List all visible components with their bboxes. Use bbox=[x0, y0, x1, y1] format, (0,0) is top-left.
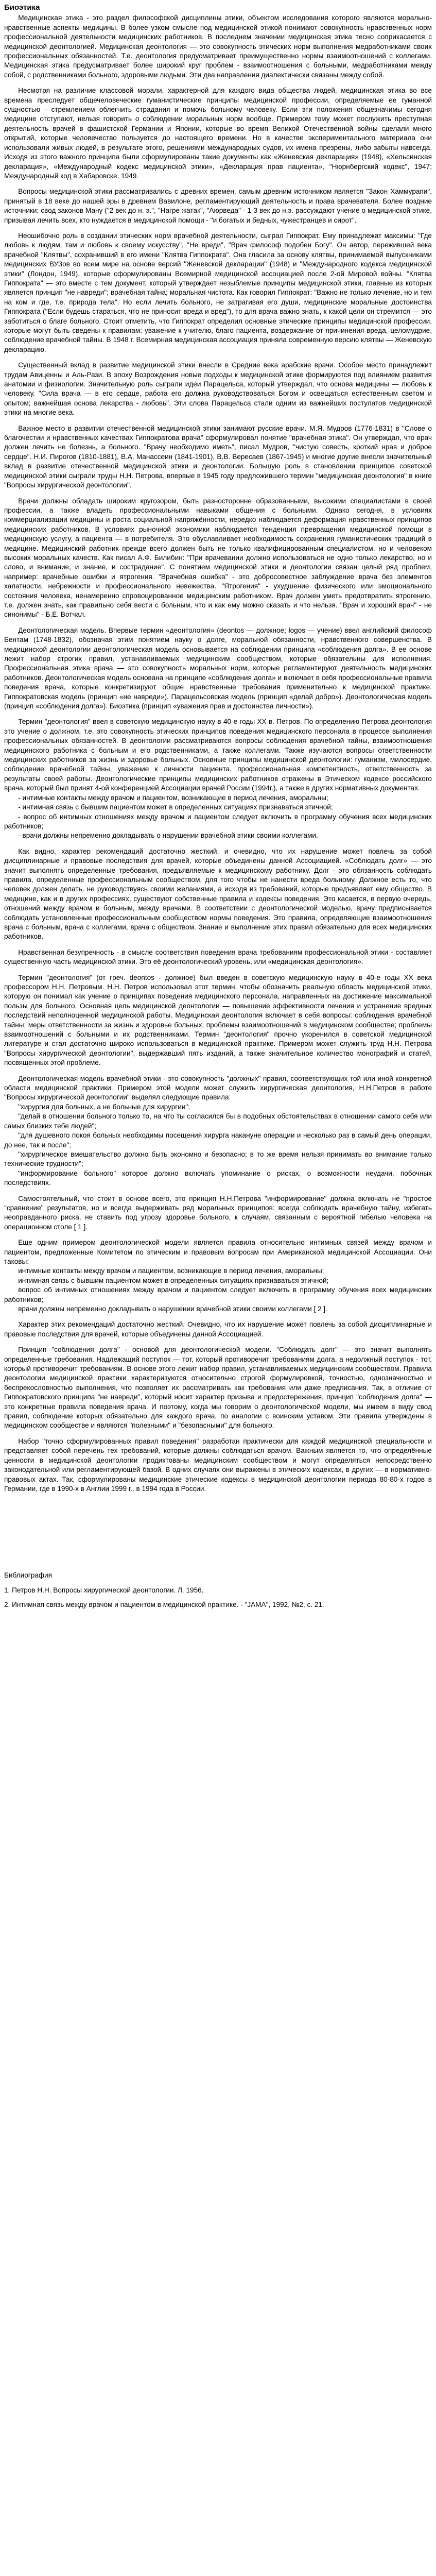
article-paragraph: Набор "точно сформулированных правил поведения" разработан практически для каждой медицинской специальности и представляет собой перечень тех требований, которые должны соблюдаться врачом. Важным является то, что определённые ценности в медицинской деонтологии продиктованы медицинским сообществом и могут определяться непосредственно законодательной или регламентирующей базой. В одних случаях они выражены в этических кодексах, в других — в нормативно-правовых актах. Так, сформулированы медицинские этические кодексы в медицинской деонтологии периода 80-80-х годов в Германии, где в 1990-х в Англии 1999 г., в 1994 года в России. bbox=[4, 1437, 432, 1493]
section-spacer bbox=[4, 1494, 432, 1571]
article-paragraph: - вопрос об интимных отношениях между врачом и пациентом следует включить в программу обучения всех медицинских работников; bbox=[4, 812, 432, 830]
article-paragraph: Термин "деонтология" ввел в советскую медицинскую науку в 40-е годы ХХ в. Петров. По определению Петрова деонтология это учение о должном, т.е. это совокупность этических принципов поведения медицинского персонала в процессе выполнения профессиональных обязанностей. В деонтологии рассматриваются вопросы соблюдения врачебной тайны, взаимоотношения медицинского работника с больным и его родственниками, а также коллегами. Также изучаются вопросы ответственности медицинских работников за жизнь и здоровье больных. Основные принципы медицинской деонтологии: гуманизм, милосердие, соблюдение врачебной тайны, уважение к личности пациента, профессиональная компетентность, ответственность за результаты своей работы. Деонтологические принципы медицинских работников отражены в Этическом кодексе российского врача, который был принят 4-ой конференцией Ассоциации врачей России (1994г.), а также в других нормативных документах. bbox=[4, 718, 432, 792]
article-paragraph: Самостоятельный, что стоит в основе всего, это принцип Н.Н.Петрова "информирование" должна включать не "простое "сравнение" результатов, но и всегда выдерживать ряд моральных принципов: всегда соблюдать врачебную тайну, избегать неоправданного риска, не ставить под угрозу здоровье больного, к случаям, связанным с вероятной гибелью человека на операционном столе [ 1 ]. bbox=[4, 1194, 432, 1231]
article-paragraph: - интимная связь с бывшим пациентом может в определенных ситуациях признаваться этичной; bbox=[18, 803, 333, 811]
article-paragraph: Нравственная безупречность - в смысле соответствия поведения врача требованиям профессиональной этики - составляет существенную часть медицинской этики. Это её деонтологический уровень, или «медицинская деонтология». bbox=[4, 948, 432, 966]
article-paragraph: Еще одним примером деонтологической модели является правила относительно интимных связей между врачом и пациентом, предложенные Комитетом по этическим и правовым вопросам при Американской медицинской Ассоциации. Они таковы: bbox=[4, 1239, 432, 1265]
bibliography-title: Библиография bbox=[4, 1571, 52, 1580]
article-paragraph: Термин "деонтология" (от греч. deontos - должное) был введен в советскую медицинскую науку в 40-е годы ХХ века профессором Н.Н. Петровым. Н.Н. Петров использовал этот термин, чтобы обозначить реальную область медицинской этики, которую он понимал как учение о принципах поведения медицинского персонала, направленных на достижение максимальной пользы для больного. Основная цель медицинской деонтологии — повышение эффективности лечения и устранение вредных последствий неполноценной медицинской работы. Медицинская деонтология включает в себя вопросы: соблюдения врачебной тайны; меры ответственности за жизнь и здоровье больных; проблемы взаимоотношений в медицинском сообществе; проблемы взаимоотношений с больными и их родственниками. Термин "деонтология" прочно укоренился в советской медицинской литературе и стал достаточно широко использоваться в медицинской практике. Примером может служить труд Н.Н. Петрова "Вопросы хирургической деонтологии", выдержавший пять изданий, а также значительное количество монографий и статей, посвященных этой проблеме. bbox=[4, 973, 432, 1067]
article-paragraph: - врачи должны непременно докладывать о нарушении врачебной этики своими коллегами. bbox=[18, 832, 318, 840]
article-paragraph: "хирургия для больных, а не больные для хирургии"; bbox=[18, 1103, 190, 1111]
article-paragraph: Как видно, характер рекомендаций достаточно жесткий, и очевидно, что их нарушение может повлечь за собой дисциплинарные и правовые последствия для врачей, которые объединены данной Ассоциацией. «Соблюдать долг» — это значит выполнять определенные требования, предъявляемые к медицинскому работнику. Долг - это обязанность соблюдать правила, определенные профессиональным сообществом, для того чтобы не нанести вреда больному. Должное есть то, что человек должен делать, не руководствуясь своими желаниями, а исходя из требований, которые предъявляет ему общество. В медицине, как и в других профессиях, существуют собственные правила и кодексы поведения. Это касается, в первую очередь, отношений между врачом и больным, между врачами. В соответствии с деонтологической моделью, врачу предписывается соблюдать установленные профессиональным сообществом нормы поведения. Это правила, определяющие взаимоотношения врача с больным, врача с коллегами, врача с обществом. Знание и выполнение этих правил обязательно для всех медицинских работников. bbox=[4, 847, 432, 941]
article-paragraph: "информирование больного" которое должно включать упоминание о рисках, о возможности неудачи, побочных последствиях. bbox=[4, 1169, 432, 1187]
article-paragraph: Медицинская этика - это раздел философской дисциплины этики, объектом исследования которого являются морально-нравственные аспекты медицины. В более узком смысле под медицинской этикой понимают совокупность нравственных норм профессиональной деятельности медицинских работников. В последнем значении медицинская этика тесно соприкасается с медицинской деонтологией. Медицинская деонтология — это совокупность этических норм выполнения медработниками своих профессиональных обязанностей. Т.е. деонтология предусматривает преимущественно нормы взаимоотношений с коллегами. Медицинская этика предусматривает более широкий круг проблем - взаимоотношения с больными, медработниками между собой, с родственниками больного, здоровыми людьми. Эти два направления диалектически связаны между собой. bbox=[4, 14, 432, 79]
article-paragraph: интимная связь с бывшим пациентом может в определенных ситуациях признаваться этичной; bbox=[18, 1276, 329, 1284]
article-paragraph: врачи должны непременно докладывать о нарушении врачебной этики своими коллегами [ 2 ]. bbox=[18, 1305, 327, 1313]
article-paragraph: "для душевного покоя больных необходимы посещения хирурга накануне операции и несколько раз в самый день операции, до нее, так и после"; bbox=[4, 1131, 432, 1149]
bibliography-item: 1. Петров Н.Н. Вопросы хирургической деонтологии. Л. 1956. bbox=[4, 1586, 204, 1594]
article-paragraph: вопрос об интимных отношениях между врачом и пациентом следует включить в программу обучения всех медицинских работников; bbox=[4, 1286, 432, 1303]
article-paragraph: интимные контакты между врачом и пациентом, возникающие в период лечения, аморальны; bbox=[18, 1267, 324, 1275]
article-paragraph: Врачи должны обладать широким кругозором, быть разносторонне образованными, высокими специалистами в своей профессии, а также владеть профессиональными навыками общения с больными. Однако сегодня, в условиях коммерциализации медицины и роста социальной напряжённости, нередко наблюдается деформация нравственных принципов медицинских работников. В условиях рыночной экономики наблюдается тенденция превращения медицинской помощи в медицинскую услугу, а пациента — в потребителя. Это обуславливает необходимость сохранения гуманистических традиций в медицине. Медицинский работник прежде всего должен быть не только квалифицированным специалистом, но и человеком высоких моральных качеств. Как писал А.Ф. Билибин: "При врачевании должно использоваться не одно только лекарство, но и слово, и внимание, и знание, и сострадание". С понятием медицинской этики и деонтологии связан целый ряд проблем, например: врачебные ошибки и ятрогения. "Врачебная ошибка" - это добросовестное заблуждение врача без элементов халатности, небрежности и профессионального невежества. "Ятрогения" - ухудшение физического или эмоционального состояния человека, ненамеренно спровоцированное медицинским работником. Врач должен уметь предотвратить ятрогению, т.е. должен знать, как правильно себя вести с больным, что и как ему можно сказать и что нельзя. "Врач и хороший врач" - не синонимы" - Б.Е. Вотчал. bbox=[4, 497, 432, 619]
article-paragraph: Существенный вклад в развитие медицинской этики внесли в Средние века арабские врачи. Особое место принадлежит трудам Авиценны и Аль-Рази. В эпоху Возрождения новые подходы к медицинской этике формируются под влиянием развития анатомии и физиологии. Значительную роль сыграли идеи Парацельса, который утверждал, что основа медицины — любовь к человеку. "Сила врача — в его сердце, работа его должна руководствоваться Богом и освещаться естественным светом и опытом; важнейшая основа лекарства - любовь". Эти слова Парацельса стали одним из важнейших постулатов медицинской этики на многие века. bbox=[4, 361, 432, 417]
article-paragraph: Неошибочно роль в создании этических норм врачебной деятельности, сыграл Гиппократ. Ему принадлежат максимы: "Где любовь к людям, там и любовь к своему искусству", "Не вреди", "Врач философ подобен Богу". Он автор, пережившей века врачебной "Клятвы", сохранивший в его имени "Клятва Гиппократа". Она гласила за основу клятвы, принимаемой выпускниками медицинских ВУЗов во всем мире на основе версий "Женевской декларации" (1948) и "Международного кодекса медицинской этики" (Лондон, 1949), которые сформулированы Всемирной медицинской ассоциацией после 2-ой Мировой войны. "Клятва Гиппократа" — это вместе с тем документ, который утверждает незыблемые принципы медицинской этики, главные из которых является принцип "не навреди"; врачебная тайна; моральная чистота. Как говорил Гиппократ: "Важно не только лечение, но и тем на ком и где, т.е. природа тела". Но если лечить больного, не затрагивая его души, медицинские моральные достоинства Гиппократа ("Если будешь стараться, что не приносит вреда и вред"), то для врача важно знать, к какой цели он стремится — это заботиться о благе больного. Стоит отметить, что Гиппократ определил основные этические принципы медицинской профессии, которые могут быть сведены к правилам: уважение к учителю, благо пациента, воздержание от причинения вреда, целомудрие, соблюдение врачебной тайны. В 1948 г. Всемирная медицинская ассоциация приняла современную версию клятвы — Женевскую декларацию. bbox=[4, 231, 432, 353]
bibliography-list bbox=[4, 1586, 432, 1610]
article-paragraph: Важное место в развитии отечественной медицинской этики занимают русские врачи. М.Я. Мудров (1776-1831) в "Слове о благочестии и нравственных качествах Гиппократова врача" сформулировал понятие "врачебная этика". Он утверждал, что врач должен лечить не болезнь, а больного. "Врачу необходимо иметь", писал Мудров, "чистую совесть, кроткий нрав и доброе сердце". Н.И. Пирогов (1810-1881), В.А. Манассеин (1841-1901), В.В. Вересаев (1867-1945) и многие другие внесли значительный вклад в развитие отечественной медицинской этики и деонтологии. Большую роль в становлении принципов советской медицинской этики сыграли труды Н.Н. Петрова, впервые в 1945 году предложившего термин "медицинская деонтология" в книге "Вопросы хирургической деонтологии". bbox=[4, 424, 432, 489]
article-paragraph: - интимные контакты между врачом и пациентом, возникающие в период лечения, аморальны; bbox=[18, 793, 328, 802]
article-paragraph: Несмотря на различие классовой морали, характерной для каждого вида общества людей, медицинская этика во все времена преследует общечеловеческие гуманистические принципы медицинской профессии, определяемые ее гуманной сущностью - стремлением облегчить страдания и помочь больному человеку. Если эти положения общезначимы сегодня медицине отступают, нельзя говорить о соблюдении моральных норм вообще. Примером тому может послужить преступная деятельность врачей в фашистской Германии и Японии, которые во время Великой Отечественной войны сделали много открытий, которые человечество пользуется до настоящего времени. Но в качестве экспериментального материала они использовали живых людей, в результате этого, решениями международных судов, их имена презрены, либо забыты навсегда. Исходя из этого важного принципа были сформулированы такие документы как «Женевская декларация» (1948), «Хельсинская декларация», «Международный кодекс медицинской этики», «Декларация прав пациента», "Нюрнбергский кодекс", 1947; Международный код в Хабаровске, 1949. bbox=[4, 87, 432, 180]
page-title: Биоэтика bbox=[4, 3, 40, 12]
article-paragraph: "хирургическое вмешательство должно быть экономно и безопасно; в то же время нельзя принимать во внимание только технические трудности"; bbox=[4, 1150, 432, 1168]
article-paragraph: Вопросы медицинской этики рассматривались с древних времен, самым древним источником является "Закон Хаммурапи", принятый в 18 веке до нашей эры в древнем Вавилоне, регламентирующий деятельность и права врачевателя. Более поздние источники: свод законов Ману ("2 век до н. э.", "Нагре жатак", "Аюрведа" - 1-3 век до н.э. рассуждают учение о медицинской этике, призывая лечить всех, кто нуждается в медицинской помощи - "и богатых и бедных, чужестранцев и сирот". bbox=[4, 188, 432, 224]
article-paragraph: "делай в отношении больного только то, на что ты согласился бы в подобных обстоятельствах в отношении самого себя или самых близких тебе людей"; bbox=[4, 1112, 432, 1130]
article-paragraph: Характер этих рекомендаций достаточно жесткий. Очевидно, что их нарушение может повлечь за собой дисциплинарные и правовые последствия для врачей, которые объединены данной Ассоциацией. bbox=[4, 1320, 432, 1338]
article-body bbox=[4, 13, 432, 1494]
article-paragraph: Деонтологическая модель. Впервые термин «деонтология» (deontos — должное; logos — учение) ввел английский философ Бентам (1748-1832), обозначая этим понятием науку о долге, моральной обязанности, нравственного совершенства. В медицинской деонтологии деонтологическая модель основывается на соблюдении принципа «соблюдения долга». В ее основе лежит набор строгих правил, устанавливаемых медицинским сообществом, которые обязательны для исполнения. Профессиональная этика врача — это совокупность моральных норм, которые регламентируют деятельность медицинских работников. Деонтологическая модель основана на принципе «соблюдения долга» и включает в себя профессиональные правила поведения врача, которые конкретизируют общие нравственные требования применительно к медицинской практике. Гиппократовская модель (принцип «не навреди»). Парацельсовская модель (принцип «делай добро»). Деонтологическая модель (принцип «соблюдения долга»). Биоэтика (принцип «уважения прав и достоинства личности»). bbox=[4, 626, 432, 710]
article-paragraph: Принцип "соблюдения долга" - основой для деонтологической модели. "Соблюдать долг" — это значит выполнять определенные требования. Надлежащий поступок — тот, который противоречит требованиям долга, а недолжный поступок - тот, который противоречит требованиям. В основе этого лежит набор правил, устанавливаемых медицинским сообществом. Правила деонтологии медицинской практики характеризуются относительно строгой формулировкой, точностью, однозначностью и беспрекословностью выполнения, что позволяет их рассматривать как требования или даже предписания. Так, в отличие от Гиппократовского принципа "не навреди", который носит характер призыва и предостережения, принцип "соблюдения долга" — это конкретные правила поведения врача. И поэтому, когда мы говорим о деонтологической модели, мы имеем в виду свод правил, соблюдение которых обязательно для каждого врача, по аналогии с воинским уставом. Эти правила утверждены в медицинском сообществе и являются "полезными" и "безопасными" для больного. bbox=[4, 1346, 432, 1430]
article-paragraph: Деонтологическая модель врачебной этики - это совокупность "должных" правил, соответствующих той или иной конкретной области медицинской практики. Примером этой модели может служить хирургическая деонтология, Н.Н.Петров в работе "Вопросы хирургической деонтологии" выделял следующие правила: bbox=[4, 1074, 432, 1101]
bibliography-item: 2. Интимная связь между врачом и пациентом в медицинской практике. - "JAMA", 1992, №2, с. 21. bbox=[4, 1601, 324, 1609]
